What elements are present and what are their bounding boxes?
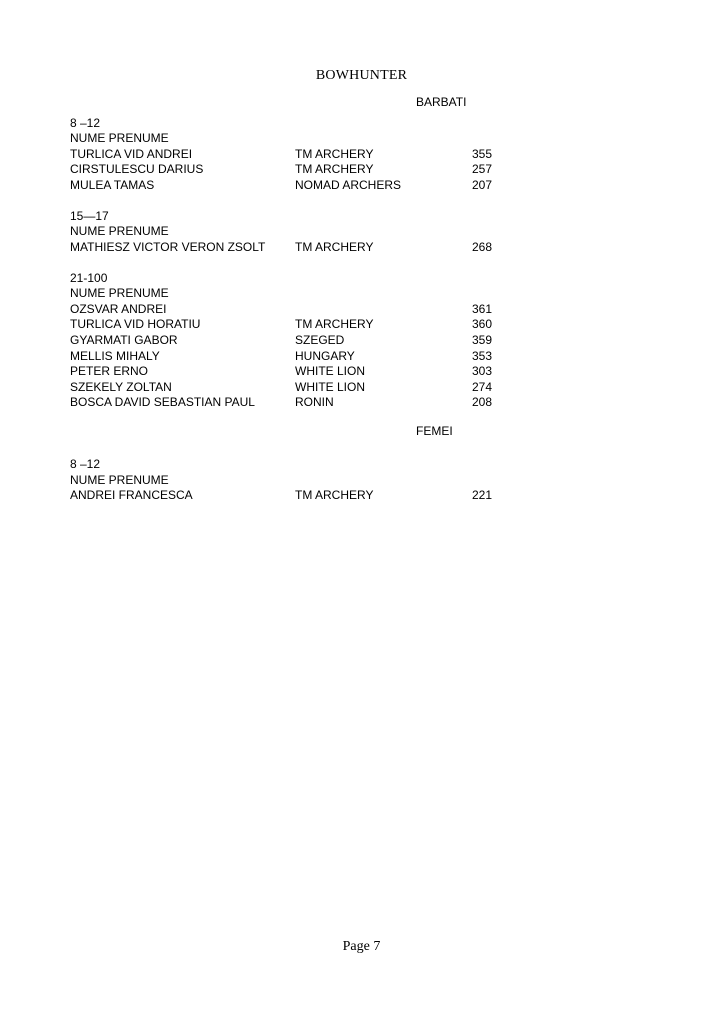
table-row — [0, 333, 723, 348]
table-row — [0, 317, 723, 332]
athlete-score: 208 — [471, 395, 492, 409]
table-row — [0, 349, 723, 364]
athlete-score: 303 — [471, 364, 492, 378]
athlete-score: 221 — [471, 488, 492, 502]
athlete-name: BOSCA DAVID SEBASTIAN PAUL — [70, 395, 255, 409]
table-row — [0, 488, 723, 503]
athlete-club: NOMAD ARCHERS — [295, 178, 402, 192]
athlete-score: 361 — [471, 302, 492, 316]
athlete-name: CIRSTULESCU DARIUS — [70, 162, 204, 176]
table-row — [0, 240, 723, 255]
athlete-club: WHITE LION — [295, 364, 366, 378]
athlete-club: RONIN — [295, 395, 334, 409]
athlete-score: 355 — [471, 147, 492, 161]
section-heading-femei: FEMEI — [416, 424, 453, 438]
table-row — [0, 364, 723, 379]
athlete-name: MATHIESZ VICTOR VERON ZSOLT — [70, 240, 266, 254]
athlete-score: 359 — [471, 333, 492, 347]
section-heading-barbati: BARBATI — [416, 95, 467, 109]
athlete-club: TM ARCHERY — [295, 147, 374, 161]
page-number: Page 7 — [342, 939, 381, 954]
athlete-club: SZEGED — [295, 333, 345, 347]
athlete-name: ANDREI FRANCESCA — [70, 488, 193, 502]
athlete-name: TURLICA VID HORATIU — [70, 317, 201, 331]
table-row — [0, 395, 723, 410]
athlete-score: 353 — [471, 349, 492, 363]
athlete-club: TM ARCHERY — [295, 162, 374, 176]
athlete-club: TM ARCHERY — [295, 240, 374, 254]
table-row — [0, 162, 723, 177]
athlete-name: MULEA TAMAS — [70, 178, 155, 192]
athlete-club: TM ARCHERY — [295, 317, 374, 331]
column-header-name: NUME PRENUME — [70, 224, 169, 238]
age-range-label: 15—17 — [70, 209, 109, 223]
athlete-score: 274 — [471, 380, 492, 394]
athlete-name: GYARMATI GABOR — [70, 333, 178, 347]
table-row — [0, 147, 723, 162]
athlete-score: 257 — [471, 162, 492, 176]
athlete-club: TM ARCHERY — [295, 488, 374, 502]
column-header-name: NUME PRENUME — [70, 473, 169, 487]
age-range-label: 8 –12 — [70, 457, 101, 471]
table-row — [0, 302, 723, 317]
athlete-club: HUNGARY — [295, 349, 355, 363]
column-header-name: NUME PRENUME — [70, 286, 169, 300]
athlete-club: WHITE LION — [295, 380, 366, 394]
age-range-label: 21-100 — [70, 271, 108, 285]
table-row — [0, 178, 723, 193]
age-range-label: 8 –12 — [70, 116, 101, 130]
table-row — [0, 380, 723, 395]
athlete-score: 207 — [471, 178, 492, 192]
athlete-score: 360 — [471, 317, 492, 331]
athlete-name: OZSVAR ANDREI — [70, 302, 167, 316]
athlete-name: PETER ERNO — [70, 364, 149, 378]
athlete-name: MELLIS MIHALY — [70, 349, 160, 363]
athlete-name: TURLICA VID ANDREI — [70, 147, 193, 161]
document-title: BOWHUNTER — [315, 68, 408, 83]
column-header-name: NUME PRENUME — [70, 131, 169, 145]
athlete-score: 268 — [471, 240, 492, 254]
athlete-name: SZEKELY ZOLTAN — [70, 380, 172, 394]
